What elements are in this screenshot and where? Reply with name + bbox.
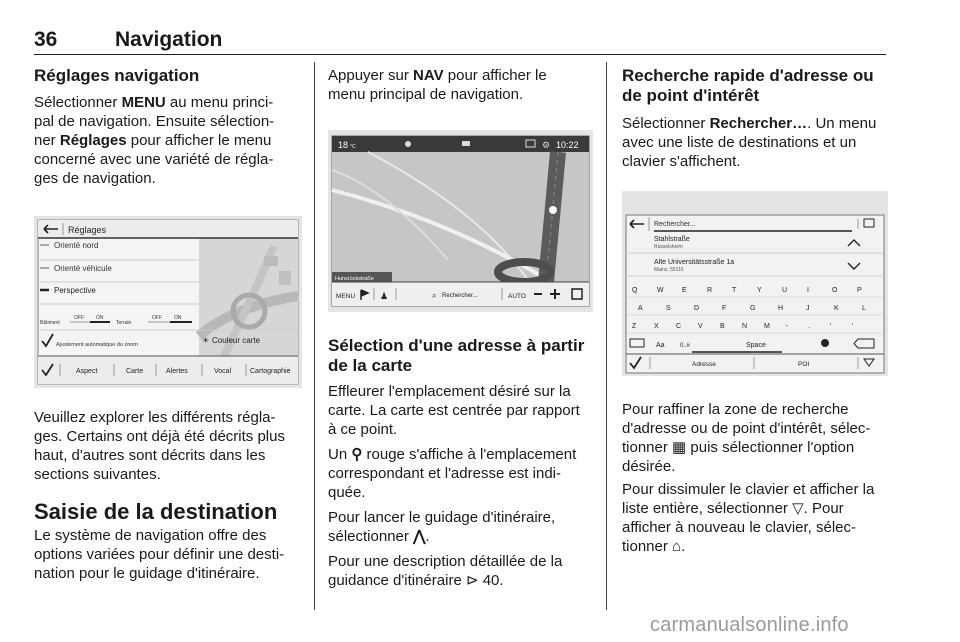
key-r2-8: L — [862, 305, 866, 312]
row-perspective: Perspective — [54, 286, 96, 295]
tab-cartography: Cartographie — [250, 368, 291, 375]
key-r3-0: Z — [632, 323, 637, 330]
key-r2-0: A — [638, 305, 643, 312]
tab-voice: Vocal — [214, 368, 232, 375]
paragraph-hide-keyboard: Pour dissimuler le clavier et afficher la liste entière, sélectionner ▽. Pour afficher à nouveau le clavier, sélec- tionner ⌂. — [622, 481, 875, 555]
heading-select-from-map: Sélection d'une adresse à partir de la carte — [328, 336, 585, 375]
tab-poi: POI — [798, 361, 810, 368]
key-r1-7: I — [807, 287, 809, 294]
temperature-value: 18 — [338, 140, 349, 150]
column-1 — [34, 62, 302, 583]
paragraph-quick-search: Sélectionner Rechercher…. Un menu avec une liste de destinations et un clavier s'affichent. — [622, 115, 877, 170]
key-r3-1: X — [654, 323, 659, 330]
screenshot-map — [328, 130, 593, 312]
column-divider-1 — [314, 62, 315, 610]
paragraph-refine-search: Pour raffiner la zone de recherche d'adresse ou de point d'intérêt, sélec- tionner ▦ puis sélectionner l'option désirée. — [622, 401, 871, 475]
page-title: Navigation — [115, 28, 223, 51]
heading-destination: Saisie de la destination — [34, 499, 278, 524]
key-r1-2: E — [682, 287, 687, 294]
paragraph-destination: Le système de navigation offre des options variées pour définir une desti- nation pour le guidage d'itinéraire. — [34, 527, 285, 582]
page-header — [34, 28, 886, 54]
magnifier-icon: ⌕ — [432, 291, 437, 300]
chevron-up-icon: ⋀ — [413, 528, 426, 545]
page-ref-icon: ⊳ — [465, 572, 479, 589]
paragraph-map-guidance: Pour lancer le guidage d'itinéraire, sélectionner ⋀. — [328, 509, 556, 545]
key-r1-5: Y — [757, 287, 762, 294]
paragraph-map-reference: Pour une description détaillée de la guidance d'itinéraire ⊳ 40. — [328, 553, 563, 589]
paragraph-settings-intro: Sélectionner MENU au menu princi- pal de navigation. Ensuite sélection- ner Réglages pour afficher le menu concerné avec une variété de régla- ges de navigation. — [34, 94, 275, 187]
column-3 — [622, 62, 888, 556]
header-rule — [34, 54, 886, 55]
key-r1-9: P — [857, 287, 862, 294]
key-r1-1: W — [657, 287, 664, 294]
result-street: Alte Universitätsstraße 1a — [654, 259, 735, 266]
result-city: Rüsselsheim — [654, 244, 683, 250]
paragraph-settings-explore: Veuillez explorer les différents régla- ges. Certains ont déjà été décrits plus haut, d'autres sont décrits dans les sections suivantes. — [34, 409, 285, 483]
heading-settings: Réglages navigation — [34, 66, 200, 85]
location-pin-icon — [821, 339, 829, 347]
gear-icon: ⚙ — [542, 141, 551, 151]
row-north-up: Orienté nord — [54, 241, 99, 250]
tab-aspect: Aspect — [76, 368, 98, 375]
row-heading-up: Orienté véhicule — [54, 264, 112, 273]
key-r1-4: T — [732, 287, 737, 294]
key-space: Space — [746, 342, 766, 349]
tab-address: Adresse — [692, 361, 716, 368]
sun-icon: ☀ — [202, 336, 210, 345]
key-numbers: 0..# — [680, 343, 691, 349]
key-r2-5: H — [778, 305, 784, 312]
person-icon: ♟ — [380, 292, 389, 302]
paragraph-map-tap: Effleurer l'emplacement désiré sur la carte. La carte est centrée par rapport à ce point. — [328, 383, 580, 438]
map-menu-button: MENU — [336, 293, 356, 300]
key-r3-8: . — [808, 323, 810, 330]
key-r2-7: K — [834, 305, 839, 312]
key-r2-6: J — [806, 305, 810, 312]
key-r2-2: D — [694, 305, 700, 312]
screenshot-keyboard — [622, 191, 888, 376]
result-city: Mainz, 55116 — [654, 267, 684, 273]
key-r1-8: O — [832, 287, 838, 294]
column-divider-2 — [606, 62, 607, 610]
svg-text:OFF: OFF — [74, 315, 84, 321]
nav-key-label: NAV — [413, 67, 444, 84]
menu-key-label: MENU — [121, 94, 166, 111]
key-r1-3: R — [707, 287, 713, 294]
filter-icon: ▦ — [672, 439, 687, 456]
current-street-label: Hunsrückstraße — [335, 276, 374, 282]
key-r2-3: F — [722, 305, 727, 312]
key-r3-3: V — [698, 323, 703, 330]
key-r3-7: - — [786, 323, 789, 330]
gps-icon — [405, 141, 411, 147]
screenshot-settings — [34, 216, 302, 388]
paragraph-map-pin: Un ⚲ rouge s'affiche à l'emplacement correspondant et l'adresse est indi- quée. — [328, 446, 577, 501]
key-r2-4: G — [750, 305, 756, 312]
show-keyboard-icon: ⌂ — [672, 538, 682, 555]
auto-zoom-label: Ajustement automatique du zoom — [56, 342, 138, 348]
terrain-label: Terrain — [116, 320, 132, 326]
column-2 — [328, 62, 593, 590]
settings-label: Réglages — [59, 132, 127, 149]
signal-icon — [462, 141, 470, 146]
settings-screen-title: Réglages — [68, 225, 107, 235]
watermark: carmanualsonline.info — [650, 614, 849, 636]
building-label: Bâtiment — [40, 320, 60, 326]
key-r1-6: U — [782, 287, 788, 294]
svg-text:OFF: OFF — [152, 315, 162, 321]
search-label: Rechercher… — [709, 115, 808, 132]
key-r3-4: B — [720, 323, 725, 330]
temperature-unit: °C — [350, 144, 356, 150]
keyboard-search-field: Rechercher... — [654, 221, 696, 228]
key-r3-2: C — [676, 323, 682, 330]
page-number: 36 — [34, 28, 58, 51]
key-r3-10: ' — [852, 323, 854, 330]
clock-time: 10:22 — [556, 140, 579, 150]
hide-keyboard-icon: ▽ — [792, 500, 804, 517]
map-search-button: Rechercher... — [442, 293, 478, 299]
tab-map: Carte — [126, 368, 144, 375]
zoom-auto-label: AUTO — [508, 293, 526, 300]
key-r3-6: M — [764, 323, 770, 330]
result-street: Stahlstraße — [654, 236, 690, 243]
key-r1-0: Q — [632, 287, 638, 294]
position-marker-icon — [549, 206, 557, 214]
key-r2-1: S — [666, 305, 671, 312]
paragraph-nav-key: Appuyer sur NAV pour afficher le menu principal de navigation. — [328, 67, 547, 103]
tab-alerts: Alertes — [166, 368, 188, 375]
heading-quick-search: Recherche rapide d'adresse ou de point d'intérêt — [622, 66, 874, 105]
key-r3-9: ' — [830, 323, 832, 330]
svg-text:ON: ON — [96, 315, 104, 321]
map-color-label: Couleur carte — [212, 336, 261, 345]
key-case: Aa — [656, 342, 665, 349]
pin-icon: ⚲ — [351, 446, 363, 463]
svg-text:ON: ON — [174, 315, 182, 321]
key-r3-5: N — [742, 323, 748, 330]
